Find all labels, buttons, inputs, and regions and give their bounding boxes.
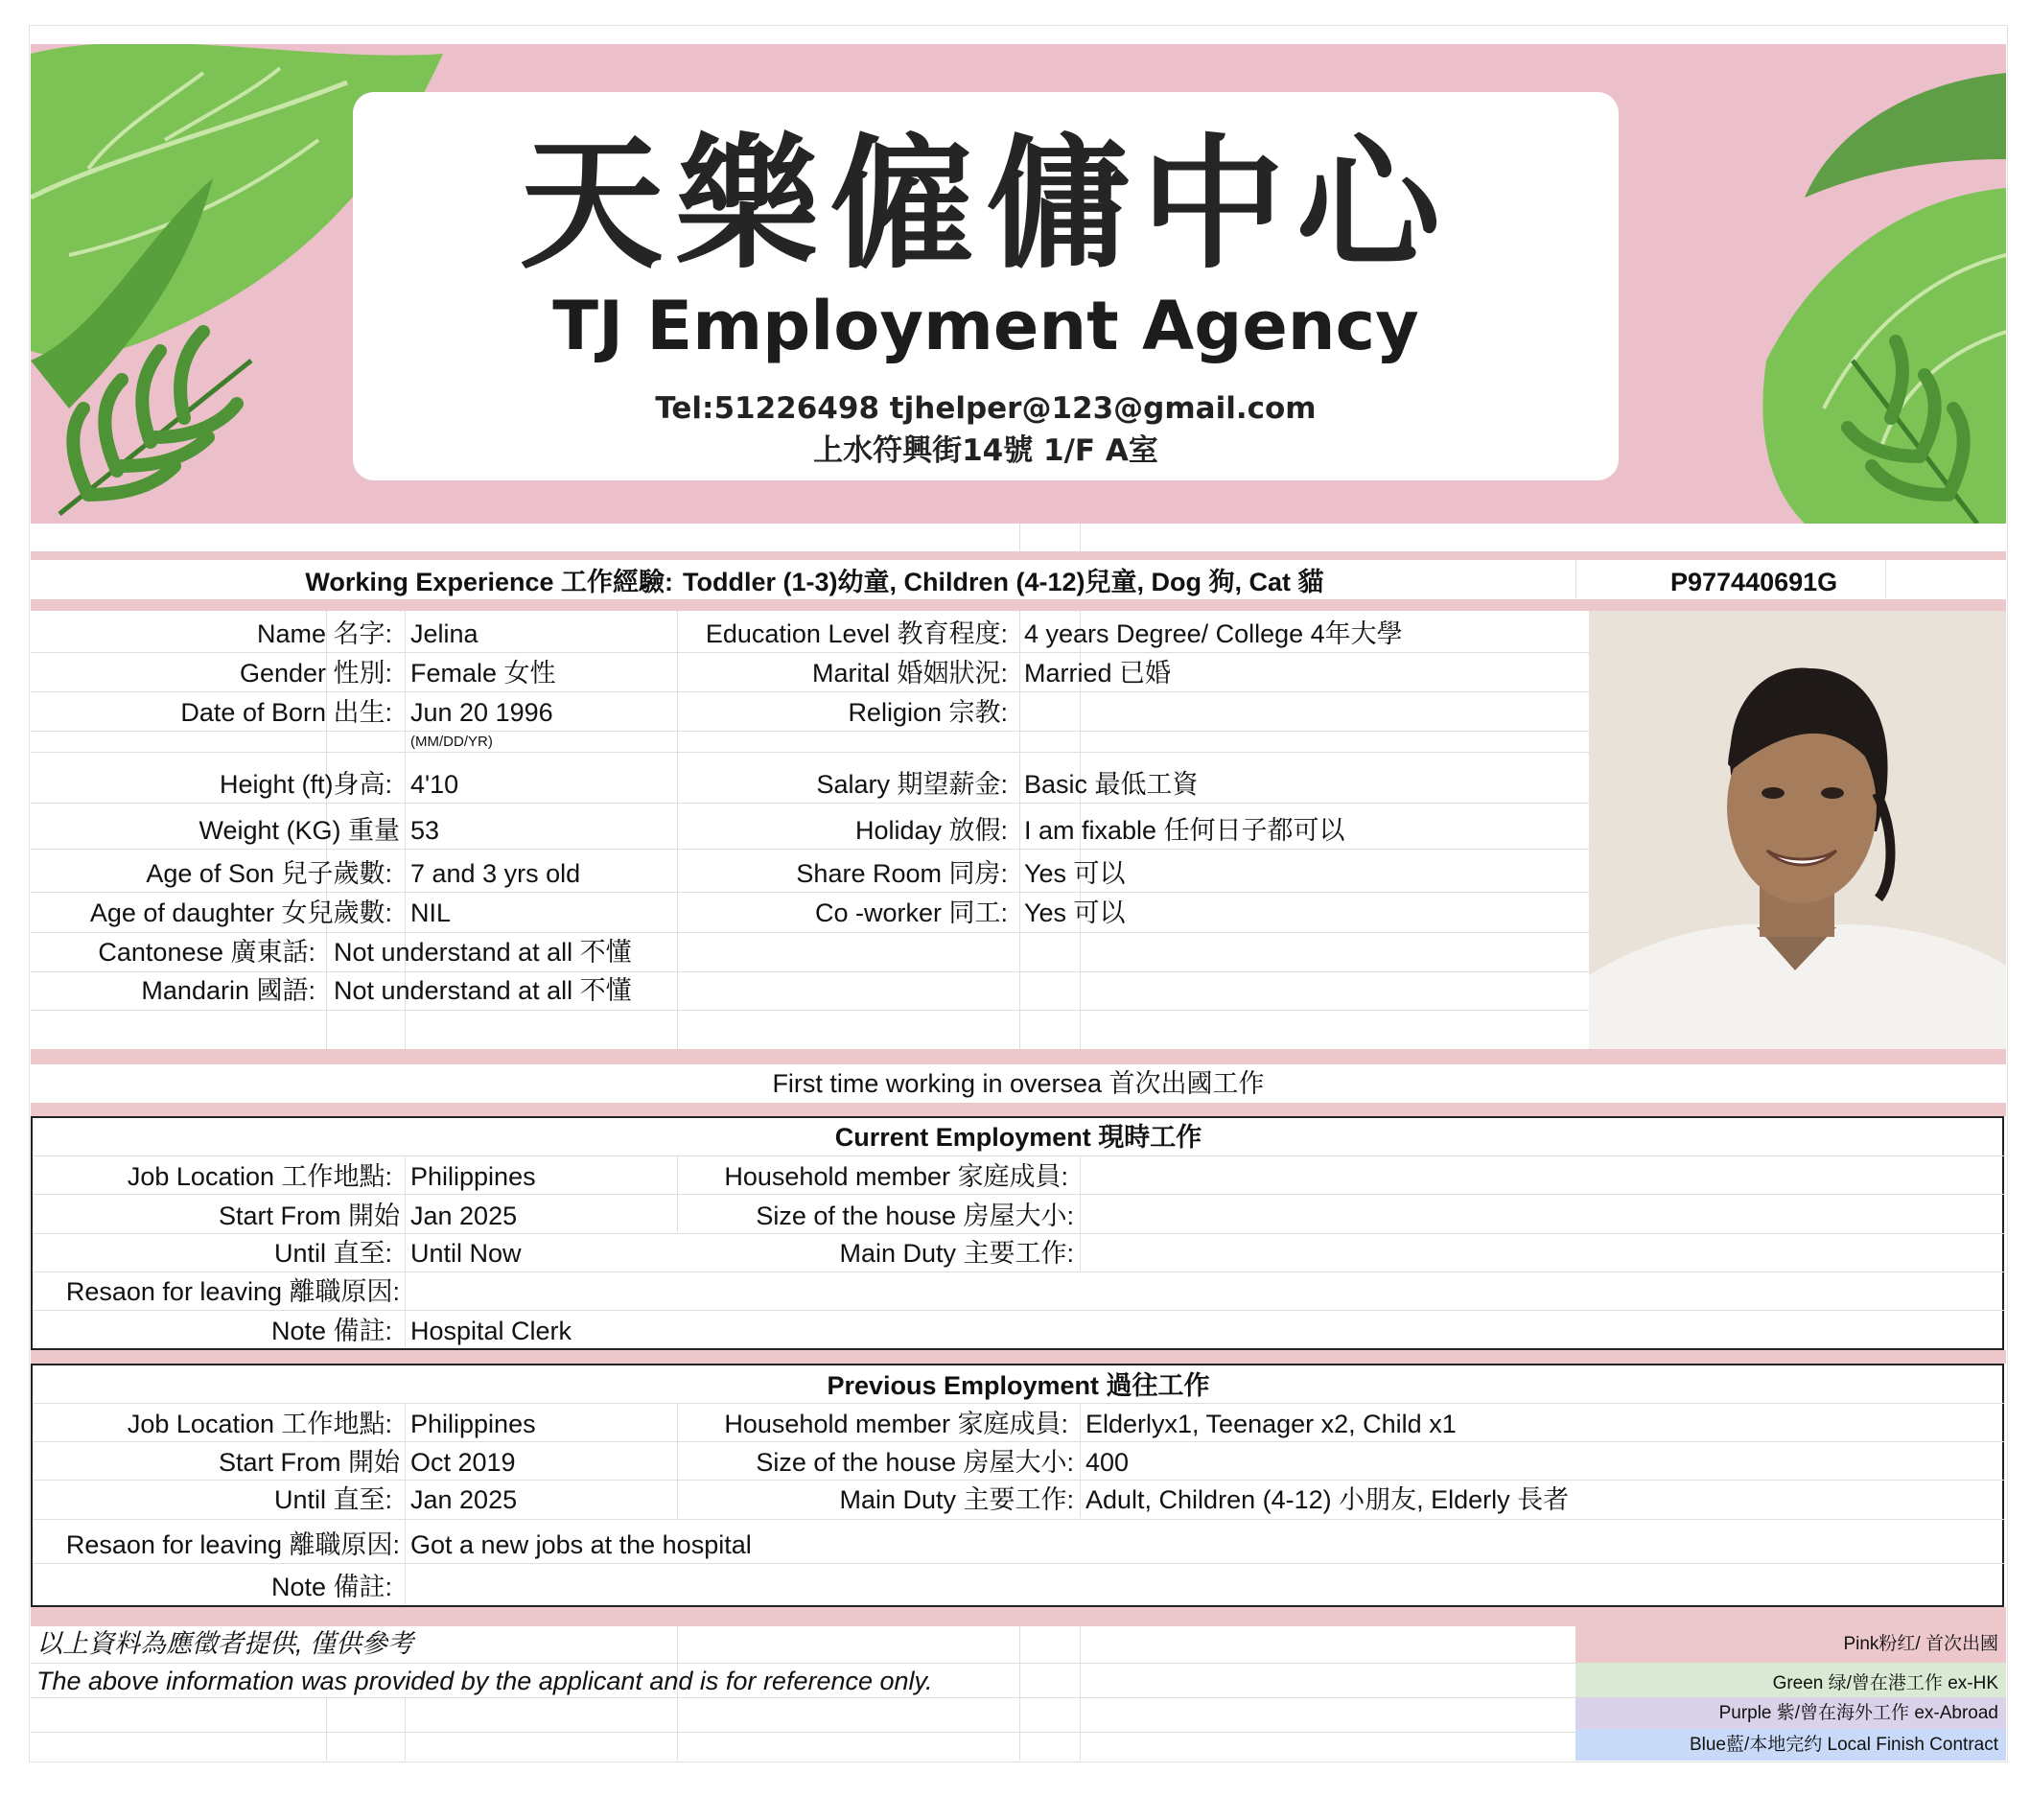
legend-pink: Pink粉红/ 首次出國 <box>1575 1626 2006 1663</box>
gender-label: Gender 性別: <box>239 659 392 688</box>
current-start-value: Jan 2025 <box>410 1202 518 1230</box>
agency-banner <box>31 44 2006 524</box>
previous-location-value: Philippines <box>410 1410 536 1438</box>
previous-start-label: Start From 開始 <box>218 1448 400 1477</box>
applicant-id-code: P977440691G <box>1670 568 1838 596</box>
salary-value: Basic 最低工資 <box>1024 770 1199 799</box>
current-note-label: Note 備註: <box>270 1317 392 1345</box>
previous-location-label: Job Location 工作地點: <box>127 1410 392 1438</box>
weight-label: Weight (KG) 重量 <box>198 816 400 845</box>
son-age-label: Age of Son 兒子歲數: <box>146 859 392 888</box>
previous-house-size-value: 400 <box>1085 1448 1130 1477</box>
daughter-age-label: Age of daughter 女兒歲數: <box>89 898 392 927</box>
monstera-leaf-right-icon <box>1661 44 2006 524</box>
agency-title-card <box>353 92 1619 480</box>
previous-start-value: Oct 2019 <box>410 1448 516 1477</box>
current-until-value: Until Now <box>410 1239 522 1268</box>
previous-employment-heading: Previous Employment 過往工作 <box>827 1371 1210 1400</box>
previous-household-label: Household member 家庭成員: <box>724 1410 1068 1438</box>
coworker-value: Yes 可以 <box>1024 898 1126 927</box>
education-label: Education Level 教育程度: <box>705 619 1008 648</box>
disclaimer-english: The above information was provided by the applicant and is for reference only. <box>36 1667 933 1695</box>
current-reason-label: Resaon for leaving 離職原因: <box>65 1277 400 1306</box>
name-label: Name 名字: <box>256 619 392 648</box>
first-time-overseas-note: First time working in oversea 首次出國工作 <box>772 1069 1265 1098</box>
previous-duty-value: Adult, Children (4-12) 小朋友, Elderly 長者 <box>1085 1485 1570 1514</box>
gender-value: Female 女性 <box>410 659 556 688</box>
education-value: 4 years Degree/ College 4年大學 <box>1024 619 1403 648</box>
salary-label: Salary 期望薪金: <box>816 770 1008 799</box>
previous-until-label: Until 直至: <box>273 1485 392 1514</box>
legend-purple: Purple 紫/曾在海外工作 ex-Abroad <box>1575 1697 2006 1729</box>
cantonese-label: Cantonese 廣東話: <box>98 938 315 967</box>
current-until-label: Until 直至: <box>273 1239 392 1268</box>
height-value: 4'10 <box>410 770 459 799</box>
agency-address: 上水符興街14號 1/F A室 <box>813 433 1158 468</box>
share-room-value: Yes 可以 <box>1024 859 1126 888</box>
current-duty-label: Main Duty 主要工作: <box>839 1239 1074 1268</box>
previous-reason-label: Resaon for leaving 離職原因: <box>65 1530 400 1559</box>
height-label: Height (ft)身高: <box>219 770 392 799</box>
religion-label: Religion 宗教: <box>848 698 1008 727</box>
cantonese-value: Not understand at all 不懂 <box>334 938 632 967</box>
dob-value: Jun 20 1996 <box>410 698 553 727</box>
current-start-label: Start From 開始 <box>218 1202 400 1230</box>
weight-value: 53 <box>410 816 440 845</box>
holiday-value: I am fixable 任何日子都可以 <box>1024 816 1345 845</box>
working-experience-value: Toddler (1-3)幼童, Children (4-12)兒童, Dog 狗, Cat 貓 <box>683 568 1324 596</box>
legend-green: Green 绿/曾在港工作 ex-HK <box>1575 1663 2006 1697</box>
son-age-value: 7 and 3 yrs old <box>410 859 581 888</box>
marital-label: Marital 婚姻狀況: <box>811 659 1008 688</box>
dob-format-hint: (MM/DD/YR) <box>410 734 493 750</box>
mandarin-value: Not understand at all 不懂 <box>334 976 632 1005</box>
agency-name-english: TJ Employment Agency <box>552 287 1419 365</box>
working-experience-label: Working Experience 工作經驗: <box>305 568 673 596</box>
applicant-photo <box>1589 611 2006 1049</box>
name-value: Jelina <box>410 619 478 648</box>
previous-house-size-label: Size of the house 房屋大小: <box>756 1448 1074 1477</box>
current-location-label: Job Location 工作地點: <box>127 1162 392 1191</box>
disclaimer-chinese: 以上資料為應徵者提供, 僅供參考 <box>36 1629 414 1658</box>
marital-value: Married 已婚 <box>1024 659 1172 688</box>
agency-name-chinese: 天樂僱傭中心 <box>519 122 1452 289</box>
daughter-age-value: NIL <box>410 898 452 927</box>
mandarin-label: Mandarin 國語: <box>141 976 315 1005</box>
share-room-label: Share Room 同房: <box>796 859 1008 888</box>
previous-household-value: Elderlyx1, Teenager x2, Child x1 <box>1085 1410 1457 1438</box>
dob-label: Date of Born 出生: <box>180 698 392 727</box>
legend-blue: Blue藍/本地完约 Local Finish Contract <box>1575 1729 2006 1761</box>
current-location-value: Philippines <box>410 1162 536 1191</box>
previous-until-value: Jan 2025 <box>410 1485 518 1514</box>
coworker-label: Co -worker 同工: <box>814 898 1008 927</box>
current-household-label: Household member 家庭成員: <box>724 1162 1068 1191</box>
previous-duty-label: Main Duty 主要工作: <box>839 1485 1074 1514</box>
agency-contact: Tel:51226498 tjhelper@123@gmail.com <box>655 391 1317 426</box>
current-house-size-label: Size of the house 房屋大小: <box>756 1202 1074 1230</box>
previous-reason-value: Got a new jobs at the hospital <box>410 1530 752 1559</box>
holiday-label: Holiday 放假: <box>854 816 1008 845</box>
current-note-value: Hospital Clerk <box>410 1317 572 1345</box>
current-employment-heading: Current Employment 現時工作 <box>834 1123 1202 1152</box>
previous-note-label: Note 備註: <box>270 1573 392 1601</box>
